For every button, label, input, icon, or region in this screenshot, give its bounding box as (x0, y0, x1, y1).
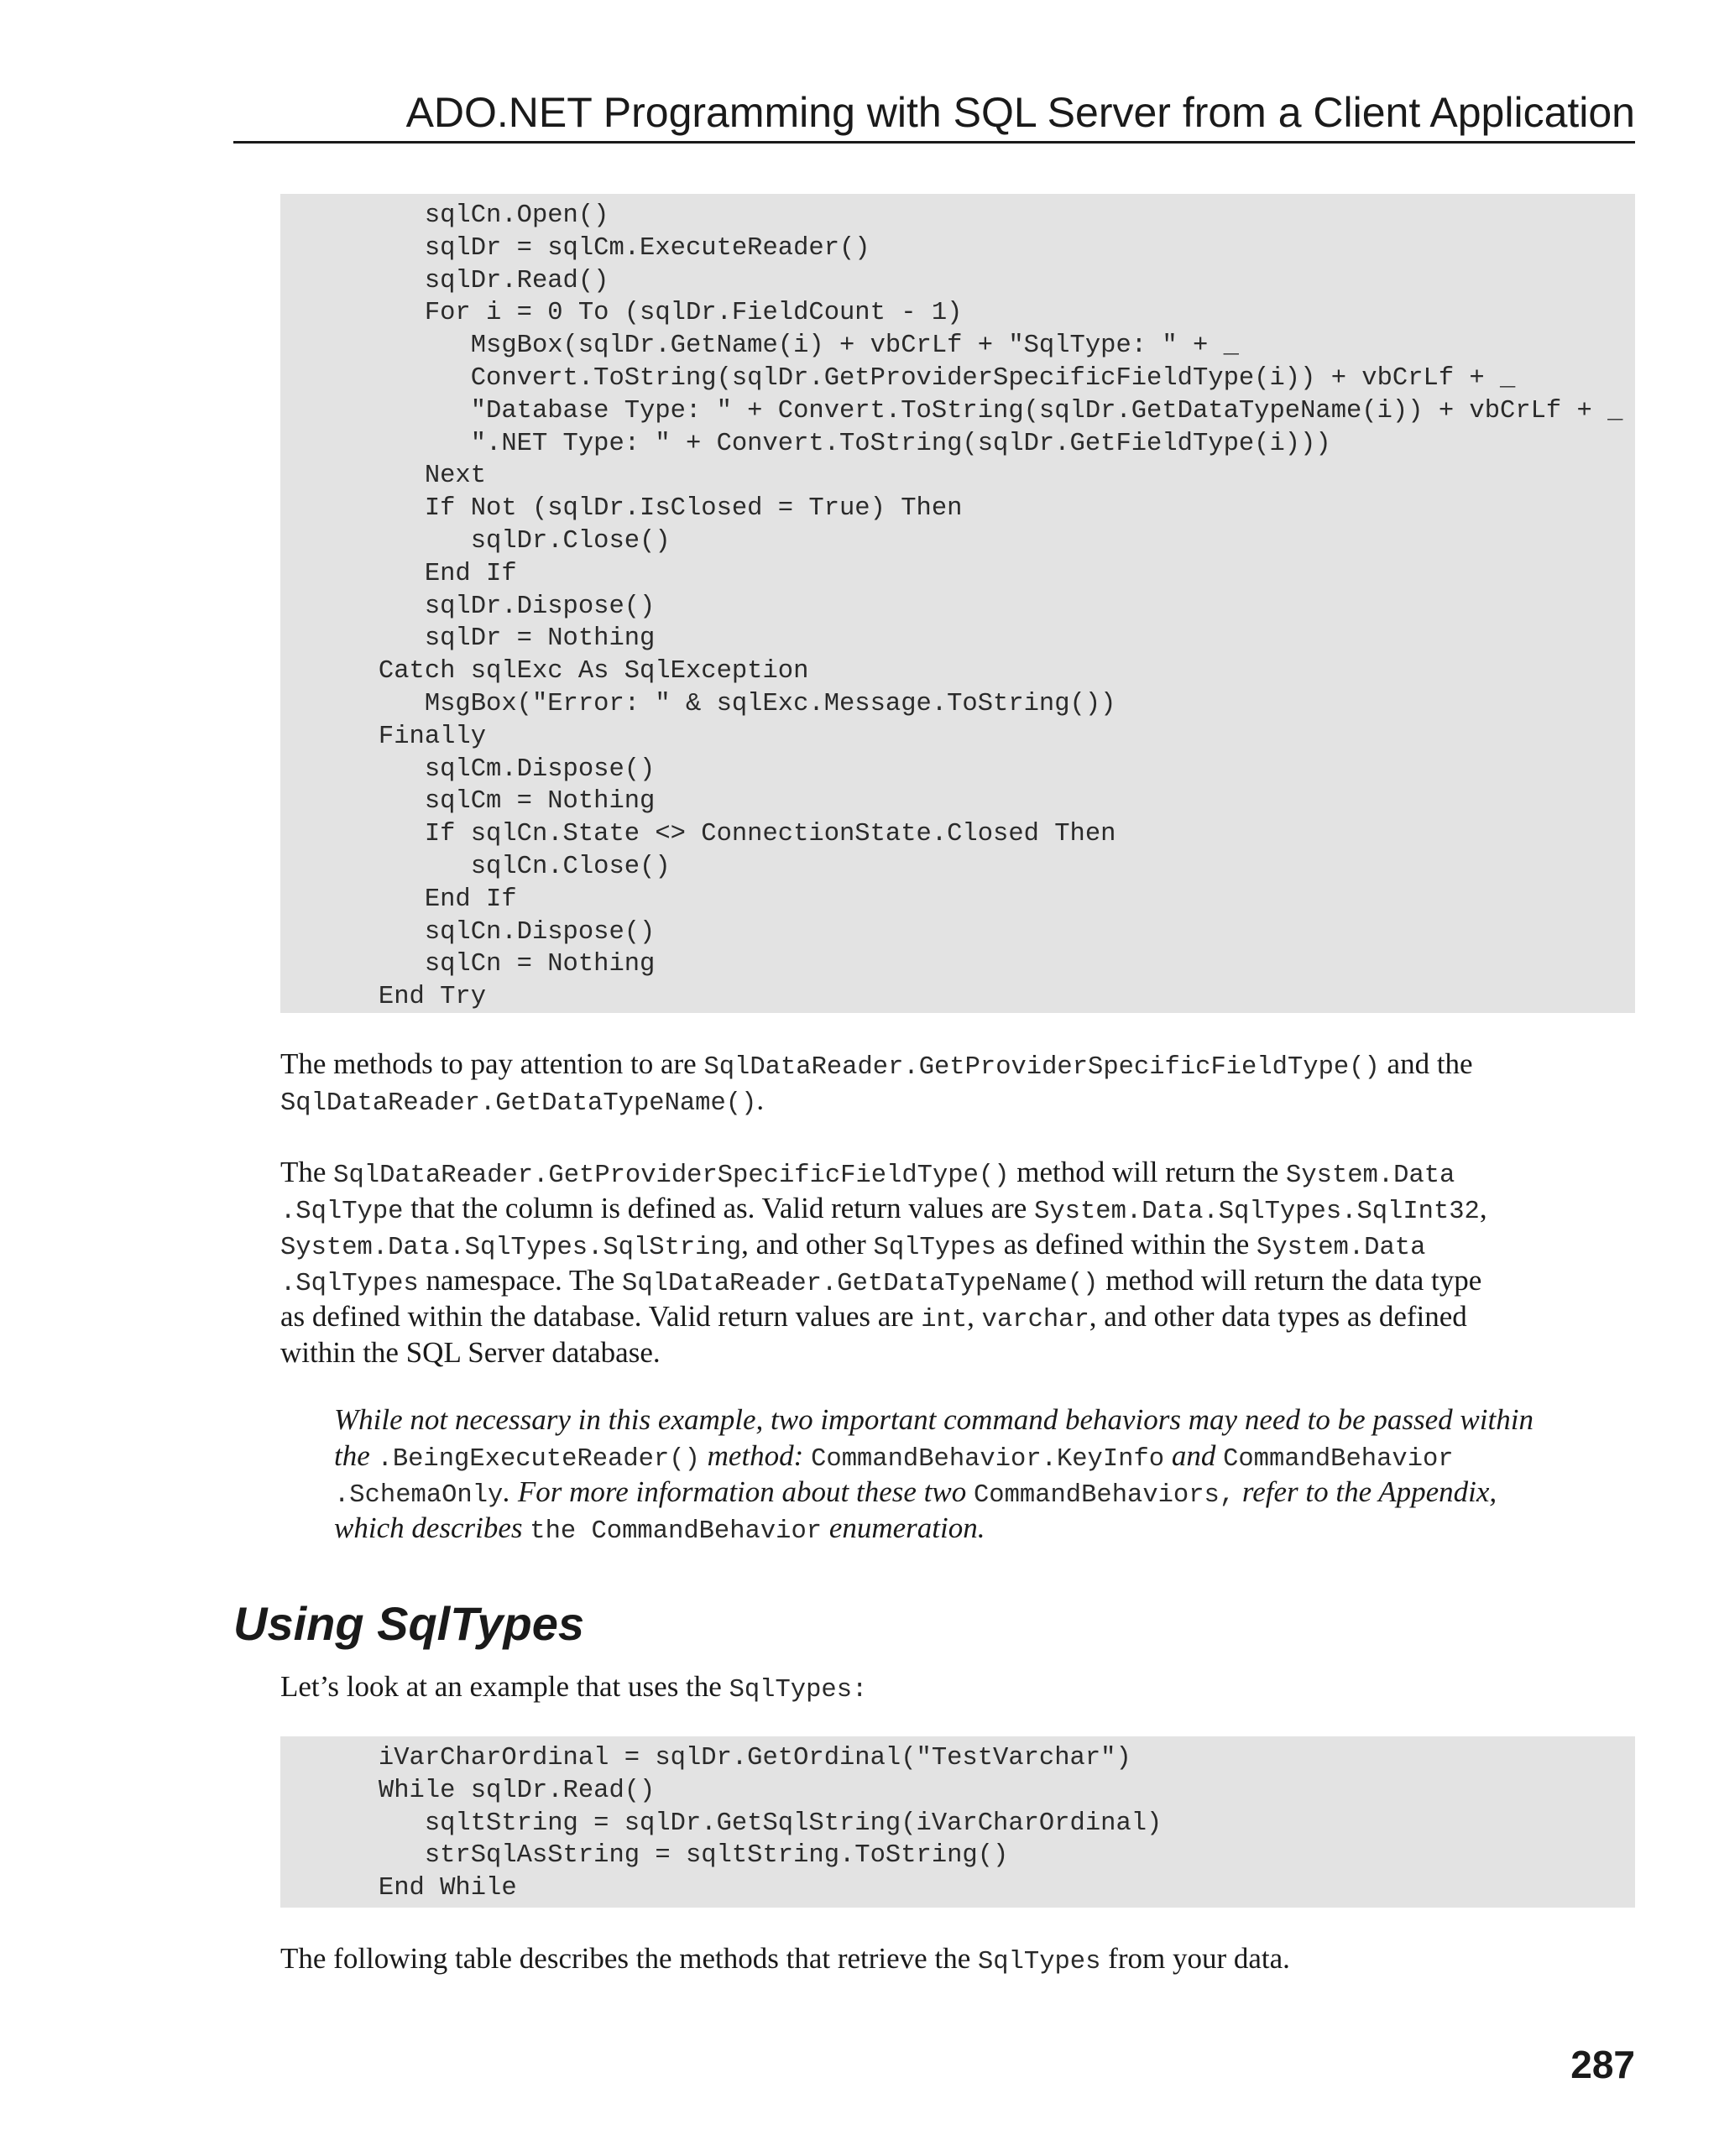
text: , (1479, 1192, 1487, 1224)
code-line: ".NET Type: " + Convert.ToString(sqlDr.GetFieldType(i))) (332, 429, 1331, 458)
text: the (334, 1439, 378, 1472)
code-line: If Not (sqlDr.IsClosed = True) Then (332, 494, 963, 524)
code-line: sqlCm = Nothing (332, 787, 656, 817)
inline-code: System.Data.SqlTypes.SqlString (280, 1234, 742, 1262)
paragraph-sqltypes-intro (280, 1668, 1635, 1704)
text: method will return the data type (1098, 1264, 1482, 1297)
inline-code: System.Data (1286, 1162, 1455, 1190)
code-line: Next (332, 462, 487, 491)
text: The (280, 1156, 334, 1188)
text: enumeration. (822, 1511, 985, 1544)
code-line: If sqlCn.State <> ConnectionState.Closed Then (332, 820, 1116, 849)
code-line: End While (332, 1874, 517, 1903)
code-line: sqlCn.Close() (332, 852, 671, 881)
inline-code: CommandBehavior.KeyInfo (811, 1445, 1165, 1474)
code-line: MsgBox("Error: " & sqlExc.Message.ToString()) (332, 689, 1116, 718)
text: as defined within the (995, 1228, 1257, 1261)
text: refer to the Appendix, (1235, 1475, 1497, 1508)
inline-code: CommandBehavior (1223, 1445, 1454, 1474)
code-line: sqlDr.Read() (332, 266, 609, 295)
code-line: sqlDr = sqlCm.ExecuteReader() (332, 233, 870, 263)
inline-code: SqlDataReader.GetDataTypeName() (280, 1089, 757, 1118)
code-line: sqltString = sqlDr.GetSqlString(iVarCharOrdinal) (332, 1809, 1163, 1838)
note-callout (334, 1402, 1610, 1546)
code-line: sqlCn.Dispose() (332, 917, 656, 947)
text: and the (1379, 1047, 1473, 1080)
text: namespace. The (418, 1264, 623, 1297)
code-line: MsgBox(sqlDr.GetName(i) + vbCrLf + "SqlType: " + _ (332, 331, 1239, 361)
text: as defined within the database. Valid return values are (280, 1300, 922, 1333)
inline-code: .SqlTypes (280, 1270, 419, 1298)
text: The following table describes the methods that retrieve the (280, 1942, 978, 1975)
text: method will return the (1009, 1156, 1287, 1188)
inline-code: SqlTypes (977, 1948, 1101, 1976)
running-header: ADO.NET Programming with SQL Server from a Client Application (405, 89, 1635, 136)
code-line: sqlDr.Close() (332, 526, 671, 556)
code-line: Finally (332, 722, 487, 751)
inline-code: CommandBehaviors, (973, 1481, 1236, 1510)
inline-code: SqlDataReader.GetProviderSpecificFieldType() (333, 1162, 1010, 1190)
text: , and other (741, 1228, 874, 1261)
code-block (280, 1736, 1635, 1908)
inline-code: System.Data (1257, 1234, 1426, 1262)
text: , (967, 1300, 982, 1333)
inline-code: SqlDataReader.GetProviderSpecificFieldType() (703, 1053, 1380, 1082)
code-line: End If (332, 559, 517, 588)
inline-code: int (921, 1306, 968, 1334)
text: which describes (334, 1511, 530, 1544)
inline-code: .SchemaOnly (334, 1481, 504, 1510)
text: within the SQL Server database. (280, 1336, 661, 1369)
inline-code: SqlDataReader.GetDataTypeName() (622, 1270, 1099, 1298)
text: and (1164, 1439, 1224, 1472)
code-line: sqlCm.Dispose() (332, 754, 656, 784)
text: method: (699, 1439, 812, 1472)
code-line: sqlDr.Dispose() (332, 592, 656, 621)
inline-code: varchar (981, 1306, 1089, 1334)
inline-code: the CommandBehavior (530, 1517, 823, 1546)
inline-code: SqlTypes: (729, 1676, 868, 1704)
text: . (756, 1083, 765, 1116)
paragraph-provider-specific (280, 1154, 1635, 1370)
text: . For more information about these two (503, 1475, 974, 1508)
code-line: strSqlAsString = sqltString.ToString() (332, 1841, 1009, 1871)
code-line: iVarCharOrdinal = sqlDr.GetOrdinal("TestVarchar") (332, 1744, 1131, 1772)
text: from your data. (1100, 1942, 1290, 1975)
text: , and other data types as defined (1089, 1300, 1467, 1333)
paragraph-table-intro (280, 1940, 1635, 1976)
inline-code: .SqlType (280, 1198, 404, 1226)
inline-code: .BeingExecuteReader() (377, 1445, 700, 1474)
code-line: While sqlDr.Read() (332, 1776, 656, 1805)
inline-code: System.Data.SqlTypes.SqlInt32 (1034, 1198, 1480, 1226)
code-line: sqlCn.Open() (332, 201, 609, 230)
code-line: End If (332, 885, 517, 914)
text: that the column is defined as. Valid return values are (403, 1192, 1035, 1224)
paragraph-methods (280, 1046, 1635, 1118)
code-line: sqlCn = Nothing (332, 950, 656, 979)
text: The methods to pay attention to are (280, 1047, 704, 1080)
code-line: For i = 0 To (sqlDr.FieldCount - 1) (332, 299, 963, 328)
header-rule (233, 141, 1635, 144)
code-line: sqlDr = Nothing (332, 624, 656, 654)
code-block (280, 194, 1635, 1013)
inline-code: SqlTypes (873, 1234, 996, 1262)
text: Let’s look at an example that uses the (280, 1670, 729, 1703)
text: While not necessary in this example, two important command behaviors may need to be passed within (334, 1403, 1534, 1436)
page-number: 287 (1570, 2043, 1635, 2086)
code-line: End Try (332, 983, 487, 1012)
code-line: Convert.ToString(sqlDr.GetProviderSpecificFieldType(i)) + vbCrLf + _ (332, 363, 1516, 393)
section-heading: Using SqlTypes (233, 1597, 585, 1650)
code-line: Catch sqlExc As SqlException (332, 657, 809, 686)
code-line: "Database Type: " + Convert.ToString(sqlDr.GetDataTypeName(i)) + vbCrLf + _ (332, 396, 1623, 425)
